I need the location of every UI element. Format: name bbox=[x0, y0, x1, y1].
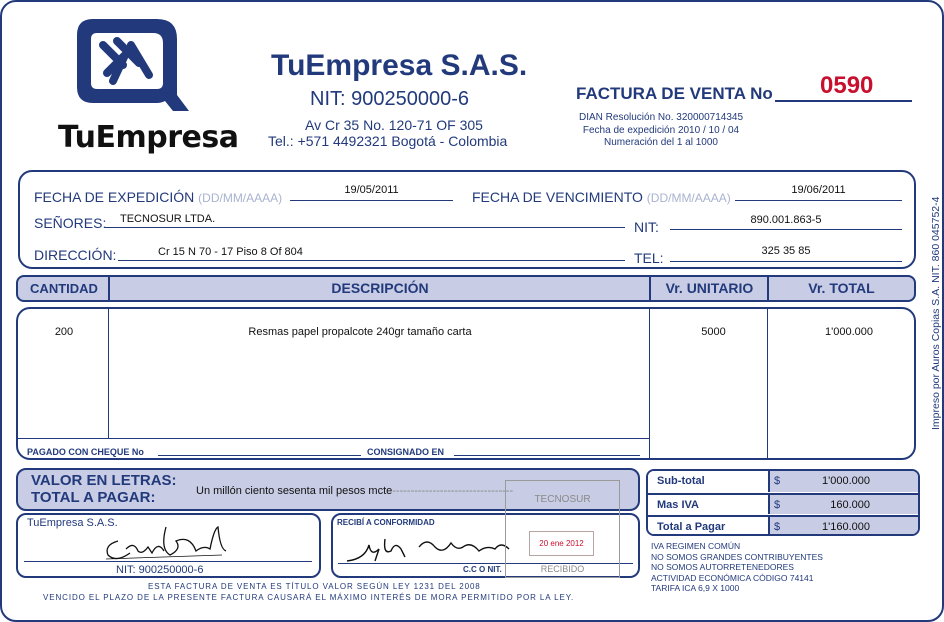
iva-label: Mas IVA bbox=[648, 495, 770, 514]
invoice-number: 0590 bbox=[820, 72, 874, 99]
tel-value[interactable]: 325 35 85 bbox=[761, 245, 811, 257]
fecha-expedicion-text: FECHA DE EXPEDICIÓN bbox=[34, 189, 195, 205]
subtotal-row bbox=[648, 471, 918, 492]
company-nit: NIT: 900250000-6 bbox=[310, 88, 470, 110]
iva-value-cell bbox=[770, 495, 918, 514]
consignado-line bbox=[454, 455, 640, 456]
fecha-expedicion-value[interactable]: 19/05/2011 bbox=[344, 184, 399, 196]
currency-symbol: $ bbox=[774, 475, 781, 487]
legal-line-1: ESTA FACTURA DE VENTA ES TÍTULO VALOR SEGÚN LEY 1231 DEL 2008 bbox=[148, 582, 481, 591]
total-label: Total a Pagar bbox=[648, 517, 770, 536]
recibi-label: RECIBÍ A CONFORMIDAD bbox=[337, 518, 435, 527]
tax-note-line: ACTIVIDAD ECONÓMICA CÓDIGO 74141 bbox=[651, 572, 814, 583]
direccion-label: DIRECCIÓN: bbox=[34, 247, 117, 263]
company-logo-icon bbox=[73, 15, 193, 119]
row-unitario: 5000 bbox=[701, 326, 726, 338]
subtotal-value-cell bbox=[770, 471, 918, 492]
total-row bbox=[648, 515, 918, 536]
row-descripcion: Resmas papel propalcote 240gr tamaño carta bbox=[248, 326, 472, 338]
printer-note: Impreso por Auros Copias S.A. NIT. 860 045752-4 bbox=[930, 196, 942, 430]
col-total: Vr. TOTAL bbox=[808, 280, 875, 296]
pagado-cheque-line bbox=[158, 455, 361, 456]
fecha-expedicion-line bbox=[290, 200, 453, 201]
dian-line: DIAN Resolución No. 320000714345 bbox=[579, 112, 743, 123]
subtotal-value: 1'000.000 bbox=[822, 475, 870, 487]
company-phone: Tel.: +571 4492321 Bogotá - Colombia bbox=[268, 133, 508, 149]
stamp-company: TECNOSUR bbox=[534, 494, 591, 505]
tax-note-line: NO SOMOS AUTORRETENEDORES bbox=[651, 562, 794, 573]
tax-note-line: IVA REGIMEN COMÚN bbox=[651, 541, 741, 551]
fecha-expedicion-label bbox=[34, 189, 282, 205]
total-value-cell bbox=[770, 517, 918, 536]
logo-wordmark: TuEmpresa bbox=[58, 120, 239, 155]
fecha-vencimiento-placeholder: (DD/MM/AAAA) bbox=[646, 191, 731, 205]
currency-symbol: $ bbox=[774, 521, 781, 533]
row-cantidad: 200 bbox=[54, 326, 74, 338]
company-name: TuEmpresa S.A.S. bbox=[271, 49, 528, 82]
fecha-vencimiento-text: FECHA DE VENCIMIENTO bbox=[472, 189, 643, 205]
iva-value: 160.000 bbox=[830, 499, 870, 511]
pagado-cheque-label: PAGADO CON CHEQUE No bbox=[27, 447, 144, 457]
col-descripcion: DESCRIPCIÓN bbox=[331, 280, 429, 296]
direccion-value[interactable]: Cr 15 N 70 - 17 Piso 8 Of 804 bbox=[158, 246, 303, 258]
total-pagar-label: TOTAL A PAGAR: bbox=[31, 489, 156, 506]
company-signature-line bbox=[24, 561, 312, 562]
invoice-title: FACTURA DE VENTA No bbox=[576, 84, 773, 103]
company-address: Av Cr 35 No. 120-71 OF 305 bbox=[305, 117, 483, 133]
subtotal-label: Sub-total bbox=[648, 471, 770, 492]
valor-letras-text: Un millón ciento sesenta mil pesos mcte bbox=[196, 485, 393, 497]
senores-label: SEÑORES: bbox=[34, 215, 107, 231]
fecha-vencimiento-label bbox=[472, 189, 731, 205]
total-value: 1'160.000 bbox=[822, 521, 870, 533]
tel-line bbox=[670, 261, 902, 262]
totals-box bbox=[646, 469, 920, 536]
senores-value[interactable]: TECNOSUR LTDA. bbox=[120, 213, 216, 225]
direccion-line bbox=[118, 260, 625, 261]
dian-line: Numeración del 1 al 1000 bbox=[604, 137, 718, 148]
signature-nit: NIT: 900250000-6 bbox=[116, 564, 204, 576]
senores-line bbox=[105, 227, 625, 228]
legal-line-2: VENCIDO EL PLAZO DE LA PRESENTE FACTURA CAUSARÁ EL MÁXIMO INTERÉS DE MORA PERMITIDO POR LA LEY. bbox=[43, 593, 575, 602]
fecha-expedicion-placeholder: (DD/MM/AAAA) bbox=[198, 191, 283, 205]
nit-label: NIT: bbox=[634, 219, 659, 235]
stamp-recibido: RECIBIDO bbox=[540, 564, 585, 574]
tax-note-line: TARIFA ICA 6,9 X 1000 bbox=[651, 583, 740, 594]
valor-letras-label: VALOR EN LETRAS: bbox=[31, 472, 177, 489]
nit-line bbox=[670, 229, 902, 230]
valor-letras-value: Un millón ciento sesenta mil pesos mcte--------------------------------- bbox=[196, 485, 514, 497]
tel-label: TEL: bbox=[634, 250, 664, 266]
consignado-label: CONSIGNADO EN bbox=[367, 447, 445, 457]
invoice-number-underline bbox=[775, 100, 912, 102]
dian-resolution bbox=[556, 112, 766, 150]
nit-value[interactable]: 890.001.863-5 bbox=[750, 214, 822, 226]
col-cantidad: CANTIDAD bbox=[30, 281, 98, 296]
stamp-date: 20 ene 2012 bbox=[529, 531, 594, 556]
dian-line: Fecha de expedición 2010 / 10 / 04 bbox=[582, 124, 740, 136]
currency-symbol: $ bbox=[774, 499, 781, 511]
signature-company: TuEmpresa S.A.S. bbox=[27, 517, 118, 529]
customer-signature bbox=[345, 527, 515, 565]
payment-row-line bbox=[18, 438, 650, 439]
tax-note-line: NO SOMOS GRANDES CONTRIBUYENTES bbox=[651, 551, 823, 562]
cc-label: C.C O NIT. bbox=[463, 565, 502, 574]
fecha-vencimiento-value[interactable]: 19/06/2011 bbox=[791, 184, 846, 196]
col-unitario: Vr. UNITARIO bbox=[665, 280, 754, 296]
handwritten-signature bbox=[100, 519, 230, 565]
row-total: 1'000.000 bbox=[825, 326, 873, 338]
body-divider bbox=[649, 309, 650, 458]
iva-row bbox=[648, 493, 918, 514]
fecha-vencimiento-line bbox=[735, 200, 902, 201]
tax-notes bbox=[651, 541, 823, 594]
